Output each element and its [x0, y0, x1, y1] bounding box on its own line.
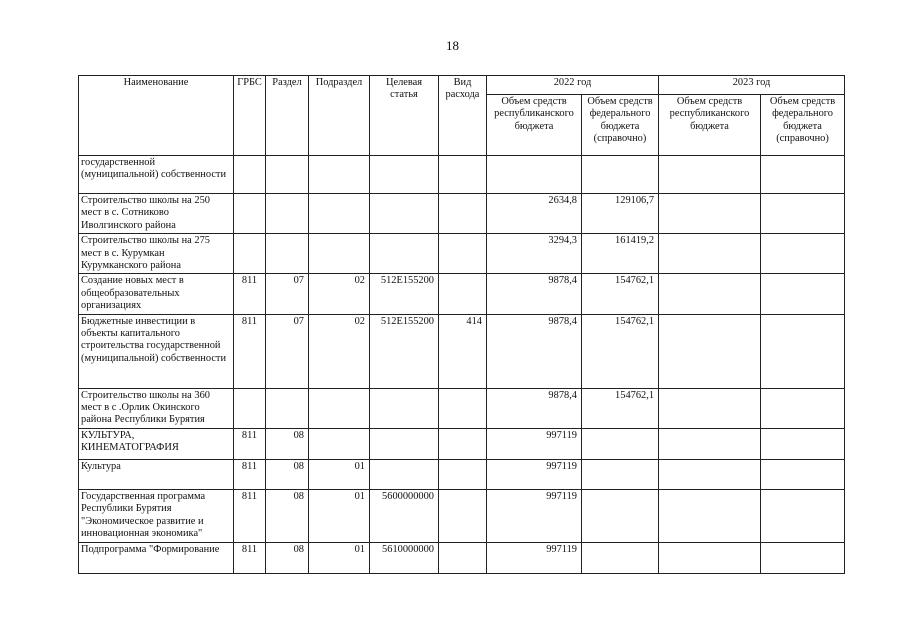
row-rep-2023-cell	[659, 542, 761, 573]
row-rep-2022-cell: 9878,4	[487, 314, 582, 388]
row-subsection-cell: 01	[309, 459, 370, 489]
header-subsection: Подраздел	[309, 76, 370, 156]
row-section-cell: 08	[266, 428, 309, 459]
row-fed-2022-cell: 154762,1	[582, 274, 659, 314]
row-rep-2022-cell: 997119	[487, 428, 582, 459]
row-rep-2022-cell: 9878,4	[487, 388, 582, 428]
table-row	[79, 234, 845, 274]
row-target-cell: 5600000000	[370, 489, 439, 542]
row-fed-2022-cell	[582, 459, 659, 489]
row-target-cell	[370, 428, 439, 459]
row-grbs-cell: 811	[234, 542, 266, 573]
row-rep-2023-cell	[659, 194, 761, 234]
row-subsection-cell: 02	[309, 314, 370, 388]
row-name-cell: Строительство школы на 275 мест в с. Курумкан Курумканского района	[79, 234, 234, 274]
row-rep-2022-cell: 997119	[487, 489, 582, 542]
row-target-cell: 512E155200	[370, 314, 439, 388]
row-subsection-cell: 01	[309, 489, 370, 542]
row-rep-2023-cell	[659, 314, 761, 388]
header-grbs: ГРБС	[234, 76, 266, 156]
row-expense-type-cell	[439, 274, 487, 314]
table-row	[79, 156, 845, 194]
row-grbs-cell: 811	[234, 314, 266, 388]
row-fed-2022-cell: 161419,2	[582, 234, 659, 274]
row-section-cell	[266, 388, 309, 428]
row-fed-2022-cell	[582, 428, 659, 459]
row-fed-2023-cell	[761, 234, 845, 274]
row-fed-2022-cell	[582, 489, 659, 542]
header-year-2022: 2022 год	[487, 76, 659, 95]
header-fed-budget-2022: Объем средств федерального бюджета (справочно)	[582, 95, 659, 156]
row-subsection-cell	[309, 234, 370, 274]
row-target-cell	[370, 194, 439, 234]
row-expense-type-cell	[439, 542, 487, 573]
row-fed-2023-cell	[761, 274, 845, 314]
table-row	[79, 388, 845, 428]
row-section-cell: 08	[266, 542, 309, 573]
header-rep-budget-2023: Объем средств республиканского бюджета	[659, 95, 761, 156]
row-fed-2022-cell: 154762,1	[582, 388, 659, 428]
row-rep-2022-cell: 3294,3	[487, 234, 582, 274]
row-name-cell: Создание новых мест в общеобразовательных организациях	[79, 274, 234, 314]
header-name: Наименование	[79, 76, 234, 156]
row-subsection-cell	[309, 194, 370, 234]
row-rep-2022-cell: 2634,8	[487, 194, 582, 234]
row-target-cell	[370, 388, 439, 428]
row-grbs-cell	[234, 388, 266, 428]
row-expense-type-cell: 414	[439, 314, 487, 388]
row-fed-2023-cell	[761, 388, 845, 428]
row-fed-2023-cell	[761, 314, 845, 388]
row-rep-2023-cell	[659, 274, 761, 314]
table-row	[79, 489, 845, 542]
row-fed-2022-cell: 129106,7	[582, 194, 659, 234]
row-section-cell	[266, 234, 309, 274]
row-expense-type-cell	[439, 489, 487, 542]
row-grbs-cell: 811	[234, 274, 266, 314]
table-row	[79, 194, 845, 234]
row-fed-2023-cell	[761, 459, 845, 489]
row-section-cell	[266, 194, 309, 234]
table-header	[79, 76, 845, 156]
row-grbs-cell: 811	[234, 459, 266, 489]
row-subsection-cell	[309, 428, 370, 459]
row-grbs-cell	[234, 194, 266, 234]
row-expense-type-cell	[439, 194, 487, 234]
row-grbs-cell	[234, 156, 266, 194]
row-name-cell: Строительство школы на 360 мест в с .Орлик Окинского района Республики Бурятия	[79, 388, 234, 428]
row-subsection-cell	[309, 388, 370, 428]
header-section: Раздел	[266, 76, 309, 156]
row-section-cell: 08	[266, 489, 309, 542]
row-target-cell: 5610000000	[370, 542, 439, 573]
row-rep-2022-cell: 997119	[487, 459, 582, 489]
row-section-cell	[266, 156, 309, 194]
row-rep-2023-cell	[659, 388, 761, 428]
row-expense-type-cell	[439, 156, 487, 194]
table-row	[79, 428, 845, 459]
budget-table	[78, 75, 845, 574]
row-target-cell: 512E155200	[370, 274, 439, 314]
row-rep-2023-cell	[659, 459, 761, 489]
table-body	[79, 156, 845, 574]
row-target-cell	[370, 156, 439, 194]
row-grbs-cell: 811	[234, 428, 266, 459]
row-subsection-cell: 02	[309, 274, 370, 314]
row-fed-2023-cell	[761, 428, 845, 459]
row-fed-2023-cell	[761, 489, 845, 542]
table-row	[79, 314, 845, 388]
row-rep-2023-cell	[659, 234, 761, 274]
header-expense-type: Вид расхода	[439, 76, 487, 156]
row-rep-2022-cell: 9878,4	[487, 274, 582, 314]
row-rep-2022-cell	[487, 156, 582, 194]
row-name-cell: Строительство школы на 250 мест в с. Сотниково Иволгинского района	[79, 194, 234, 234]
row-name-cell: Культура	[79, 459, 234, 489]
row-name-cell: КУЛЬТУРА, КИНЕМАТОГРАФИЯ	[79, 428, 234, 459]
row-subsection-cell	[309, 156, 370, 194]
row-fed-2022-cell	[582, 542, 659, 573]
table-row	[79, 542, 845, 573]
table-row	[79, 459, 845, 489]
row-fed-2023-cell	[761, 156, 845, 194]
row-subsection-cell: 01	[309, 542, 370, 573]
row-rep-2022-cell: 997119	[487, 542, 582, 573]
row-fed-2022-cell: 154762,1	[582, 314, 659, 388]
row-section-cell: 08	[266, 459, 309, 489]
row-fed-2023-cell	[761, 542, 845, 573]
row-target-cell	[370, 459, 439, 489]
header-rep-budget-2022: Объем средств республиканского бюджета	[487, 95, 582, 156]
row-expense-type-cell	[439, 388, 487, 428]
row-rep-2023-cell	[659, 156, 761, 194]
page-number: 18	[446, 38, 459, 53]
row-expense-type-cell	[439, 428, 487, 459]
row-target-cell	[370, 234, 439, 274]
row-fed-2022-cell	[582, 156, 659, 194]
row-name-cell: Подпрограмма "Формирование	[79, 542, 234, 573]
row-expense-type-cell	[439, 234, 487, 274]
header-year-2023: 2023 год	[659, 76, 845, 95]
row-rep-2023-cell	[659, 428, 761, 459]
row-grbs-cell: 811	[234, 489, 266, 542]
header-fed-budget-2023: Объем средств федерального бюджета (справочно)	[761, 95, 845, 156]
row-name-cell: Государственная программа Республики Бурятия "Экономическое развитие и инновационная экономика"	[79, 489, 234, 542]
row-section-cell: 07	[266, 274, 309, 314]
row-fed-2023-cell	[761, 194, 845, 234]
header-target: Целевая статья	[370, 76, 439, 156]
row-name-cell: государственной (муниципальной) собственности	[79, 156, 234, 194]
row-expense-type-cell	[439, 459, 487, 489]
row-section-cell: 07	[266, 314, 309, 388]
row-name-cell: Бюджетные инвестиции в объекты капитального строительства государственной (муниципальной) собственности	[79, 314, 234, 388]
table-row	[79, 274, 845, 314]
row-grbs-cell	[234, 234, 266, 274]
row-rep-2023-cell	[659, 489, 761, 542]
